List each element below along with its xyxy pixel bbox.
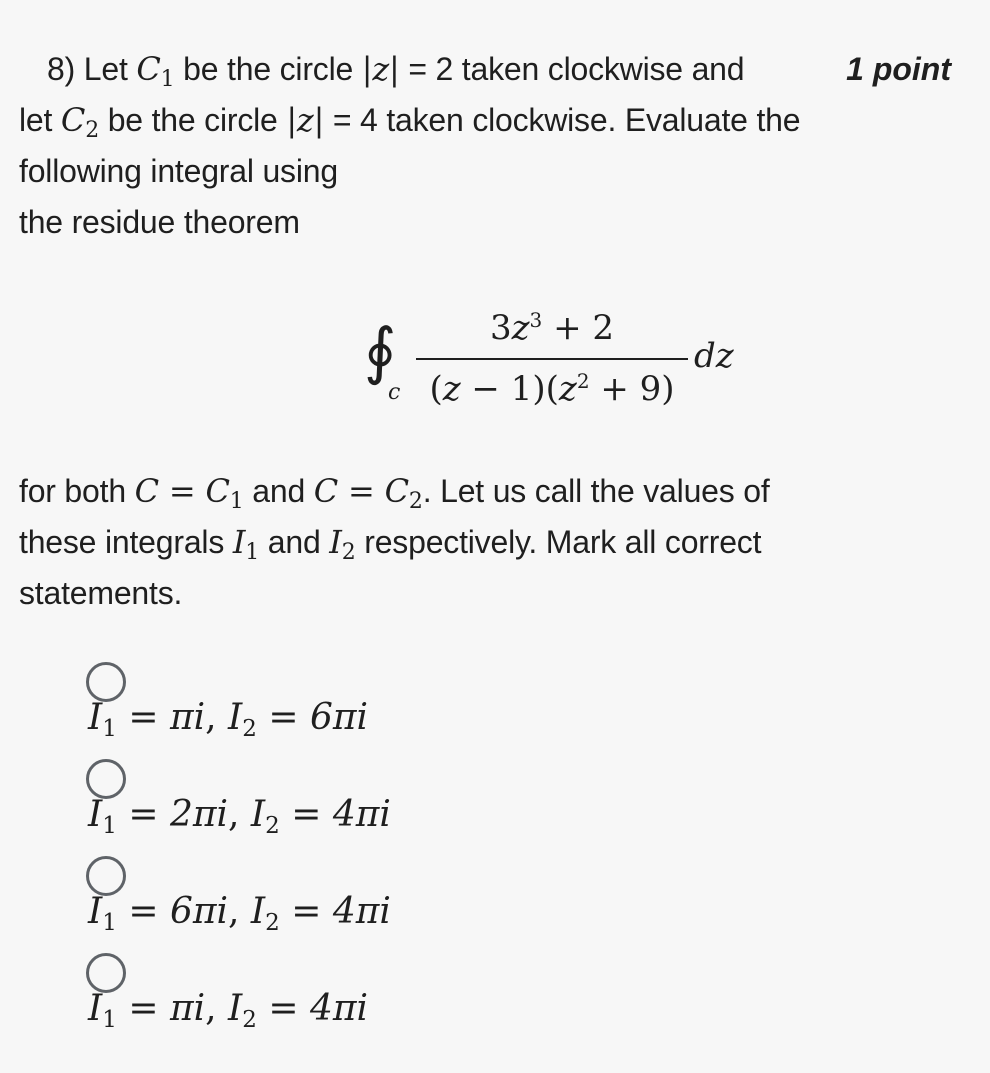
followup-fragment: and xyxy=(259,524,330,560)
followup-line-1 xyxy=(19,466,959,517)
integral-expression xyxy=(360,300,780,430)
option-i2-value: 4πi xyxy=(332,891,391,932)
contour-integral-sign: ∮ xyxy=(364,314,397,387)
points-label: 1 point xyxy=(846,51,951,87)
c-equals-c1: $C = C_1$ xyxy=(134,472,244,514)
option-i1-value: 2πi xyxy=(169,794,229,835)
c1-symbol: $C_1$ xyxy=(136,50,175,92)
option-i2-value: 4πi xyxy=(332,794,391,835)
abs-z-expression: |z| xyxy=(361,50,400,88)
question-line-4: the residue theorem xyxy=(19,204,300,240)
radio-button[interactable] xyxy=(86,662,126,702)
question-text-fragment: Let xyxy=(83,51,137,87)
differential: dz xyxy=(694,336,734,376)
followup-line-3: statements. xyxy=(19,575,183,611)
i2-symbol: $I_2$ xyxy=(329,523,356,565)
option-i1-value: πi xyxy=(169,697,206,738)
radio-button[interactable] xyxy=(86,759,126,799)
followup-fragment: these integrals xyxy=(19,524,233,560)
numerator: $3z^3 + 2$ xyxy=(489,308,615,348)
option-label: $I_1 = \pi i$, $I_2 = 4\pi i$ xyxy=(88,988,369,1033)
option-i1-value: πi xyxy=(169,988,206,1029)
question-text-fragment: = 2 taken clockwise and xyxy=(399,51,745,87)
question-line-2 xyxy=(19,95,959,146)
followup-fragment: and xyxy=(243,473,314,509)
question-line-3: following integral using xyxy=(19,153,338,189)
question-text-fragment: be the circle xyxy=(99,102,287,138)
c-equals-c2: $C = C_2$ xyxy=(313,472,423,514)
option-label: $I_1 = 2\pi i$, $I_2 = 4\pi i$ xyxy=(88,794,391,839)
fraction-bar xyxy=(416,358,688,360)
radio-button[interactable] xyxy=(86,856,126,896)
question-number: 8) xyxy=(47,51,76,87)
followup-fragment: . Let us call the values of xyxy=(422,473,770,509)
question-text-fragment: = 4 taken clockwise. Evaluate the xyxy=(324,102,801,138)
option-i1-value: 6πi xyxy=(169,891,229,932)
radio-button[interactable] xyxy=(86,953,126,993)
c2-symbol: $C_2$ xyxy=(60,101,99,143)
option-label: $I_1 = \pi i$, $I_2 = 6\pi i$ xyxy=(88,697,369,742)
i1-symbol: $I_1$ xyxy=(232,523,260,565)
question-text-fragment: let xyxy=(19,102,61,138)
followup-fragment: for both xyxy=(19,473,135,509)
question-text xyxy=(19,44,959,248)
question-block xyxy=(19,44,959,248)
denominator: $(z - 1)(z^2 + 9)$ xyxy=(429,369,675,409)
integrand-fraction xyxy=(416,300,688,414)
followup-fragment: respectively. Mark all correct xyxy=(355,524,762,560)
option-label: $I_1 = 6\pi i$, $I_2 = 4\pi i$ xyxy=(88,891,391,936)
option-i2-value: 4πi xyxy=(309,988,369,1029)
contour-label: c xyxy=(388,380,401,405)
abs-z-expression: |z| xyxy=(286,101,325,139)
followup-line-2 xyxy=(19,517,959,568)
question-line-1 xyxy=(19,44,959,95)
question-text-fragment: be the circle xyxy=(174,51,362,87)
followup-text xyxy=(19,466,959,619)
option-i2-value: 6πi xyxy=(309,697,369,738)
